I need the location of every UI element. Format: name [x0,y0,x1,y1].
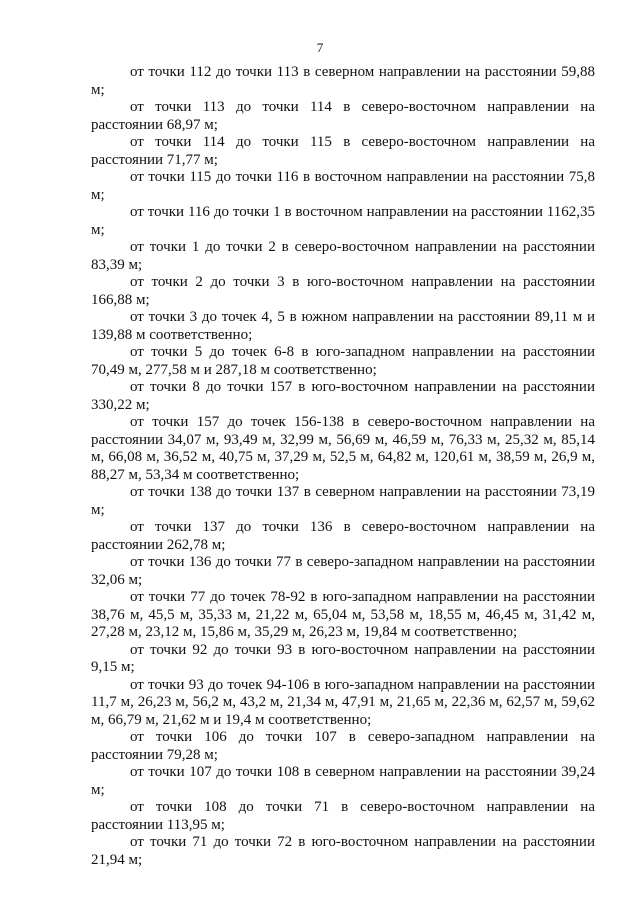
document-body [91,64,595,869]
page-number: 7 [316,40,324,55]
paragraph: от точки 112 до точки 113 в северном направлении на расстоянии 59,88 м; [91,64,595,98]
paragraph: от точки 92 до точки 93 в юго-восточном направлении на расстоянии 9,15 м; [91,641,595,675]
paragraph: от точки 138 до точки 137 в северном направлении на расстоянии 73,19 м; [91,484,595,518]
paragraph: от точки 5 до точек 6-8 в юго-западном направлении на расстоянии 70,49 м, 277,58 м и 287,18 м соответственно; [91,344,595,378]
paragraph: от точки 115 до точки 116 в восточном направлении на расстоянии 75,8 м; [91,169,595,203]
paragraph: от точки 108 до точки 71 в северо-восточном направлении на расстоянии 113,95 м; [91,799,595,833]
paragraph: от точки 114 до точки 115 в северо-восточном направлении на расстоянии 71,77 м; [91,134,595,168]
paragraph: от точки 136 до точки 77 в северо-западном направлении на расстоянии 32,06 м; [91,554,595,588]
paragraph: от точки 93 до точек 94-106 в юго-западном направлении на расстоянии 11,7 м, 26,23 м, 56,2 м, 43,2 м, 21,34 м, 47,91 м, 21,65 м, 22,36 м, 62,57 м, 59,62 м, 66,79 м, 21,62 м и 19,4 м соответственно; [91,676,595,728]
paragraph: от точки 107 до точки 108 в северном направлении на расстоянии 39,24 м; [91,764,595,798]
paragraph: от точки 1 до точки 2 в северо-восточном направлении на расстоянии 83,39 м; [91,239,595,273]
paragraph: от точки 157 до точек 156-138 в северо-восточном направлении на расстоянии 34,07 м, 93,49 м, 32,99 м, 56,69 м, 46,59 м, 76,33 м, 25,32 м, 85,14 м, 66,08 м, 36,52 м, 40,75 м, 37,29 м, 52,5 м, 64,82 м, 120,61 м, 38,59 м, 26,9 м, 88,27 м, 53,34 м соответственно; [91,414,595,483]
paragraph: от точки 116 до точки 1 в восточном направлении на расстоянии 1162,35 м; [91,204,595,238]
paragraph: от точки 106 до точки 107 в северо-западном направлении на расстоянии 79,28 м; [91,729,595,763]
paragraph: от точки 3 до точек 4, 5 в южном направлении на расстоянии 89,11 м и 139,88 м соответственно; [91,309,595,343]
paragraph: от точки 71 до точки 72 в юго-восточном направлении на расстоянии 21,94 м; [91,834,595,868]
paragraph: от точки 77 до точек 78-92 в юго-западном направлении на расстоянии 38,76 м, 45,5 м, 35,33 м, 21,22 м, 65,04 м, 53,58 м, 18,55 м, 46,45 м, 31,42 м, 27,28 м, 23,12 м, 15,86 м, 35,29 м, 26,23 м, 19,84 м соответственно; [91,589,595,640]
paragraph: от точки 113 до точки 114 в северо-восточном направлении на расстоянии 68,97 м; [91,99,595,133]
paragraph: от точки 2 до точки 3 в юго-восточном направлении на расстоянии 166,88 м; [91,274,595,308]
paragraph: от точки 137 до точки 136 в северо-восточном направлении на расстоянии 262,78 м; [91,519,595,553]
paragraph: от точки 8 до точки 157 в юго-восточном направлении на расстоянии 330,22 м; [91,379,595,413]
